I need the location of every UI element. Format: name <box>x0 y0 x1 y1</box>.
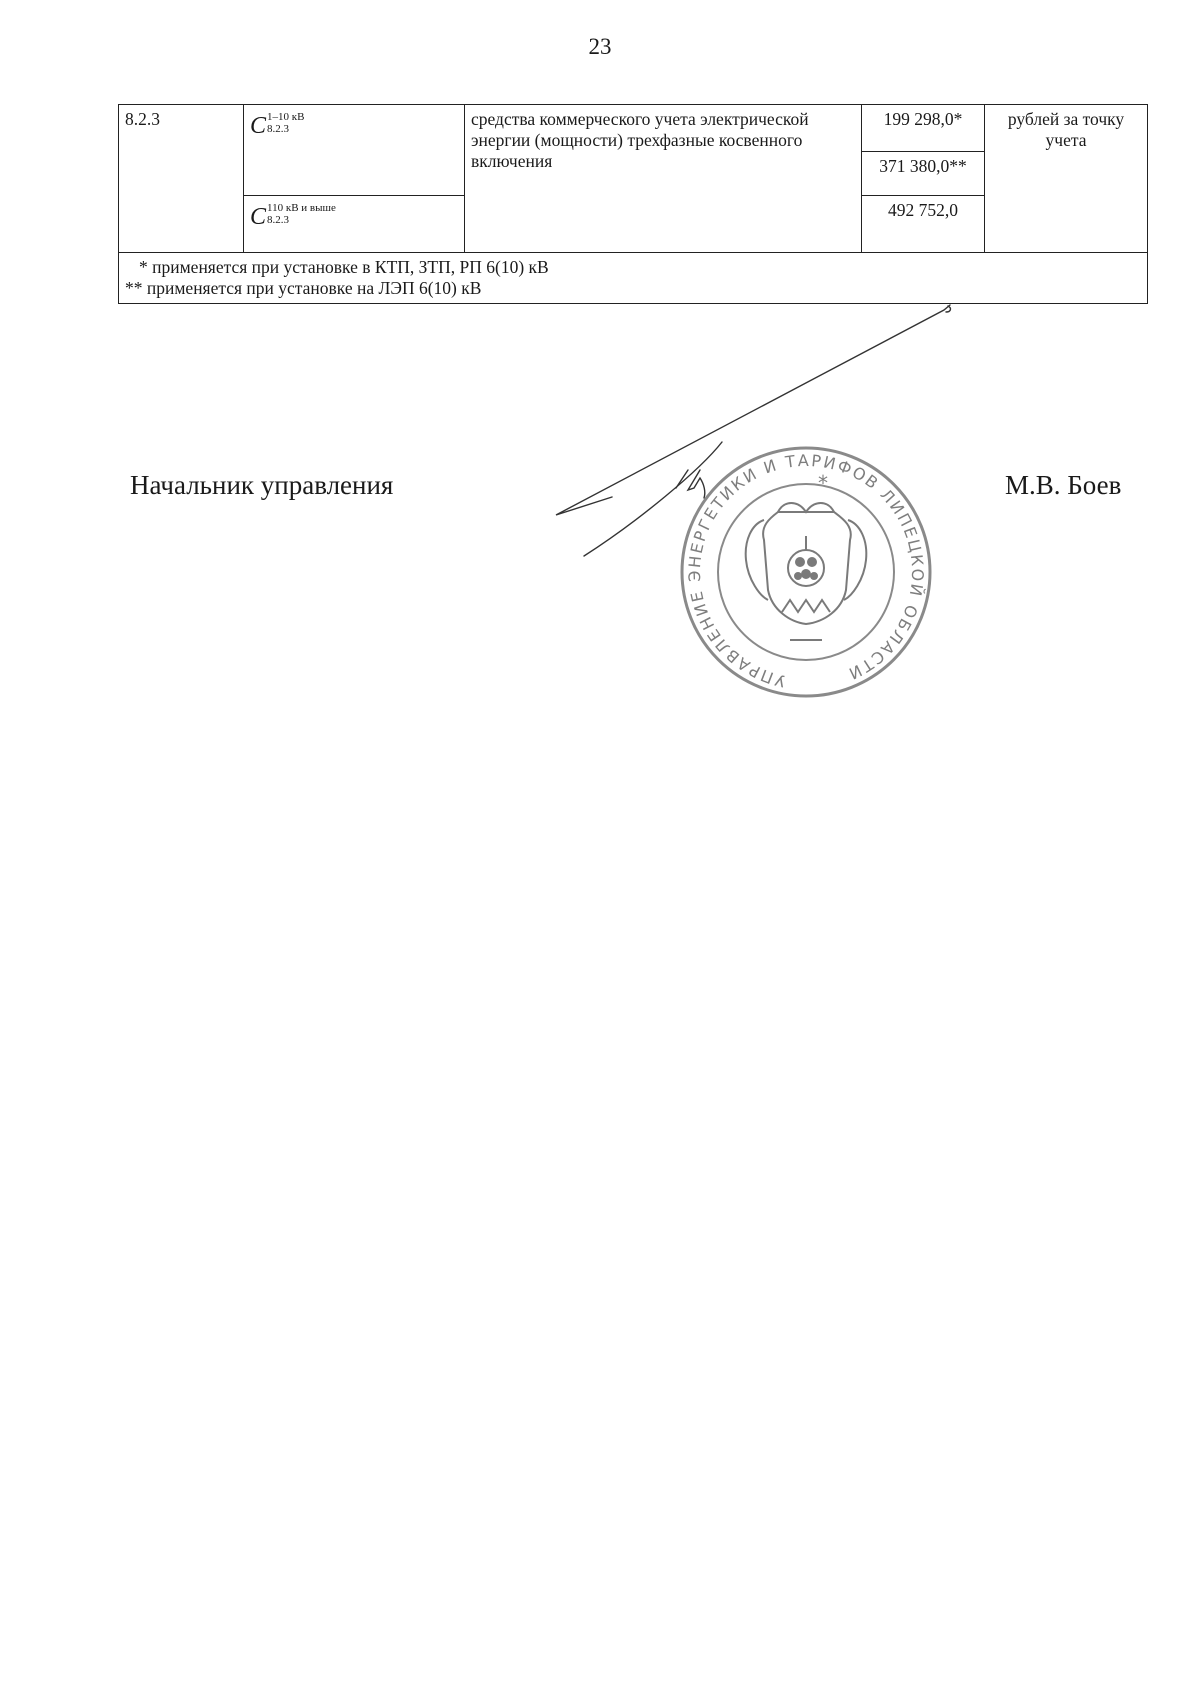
symbol-cell-low-voltage <box>244 105 465 196</box>
coat-of-arms-emblem <box>746 503 867 640</box>
description-cell: средства коммерческого учета электрической энергии (мощности) трехфазные косвенного включения <box>465 105 862 253</box>
symbol-superscript: 1–10 кВ <box>267 111 305 123</box>
signatory-name: М.В. Боев <box>1005 470 1122 500</box>
symbol-subscript: 8.2.3 <box>267 123 290 135</box>
unit-cell: рублей за точку учета <box>985 105 1148 253</box>
stamp-star: * <box>818 471 828 495</box>
footnote: ** применяется при установке на ЛЭП 6(10) кВ <box>125 278 482 298</box>
official-stamp <box>682 448 930 696</box>
value-cell: 371 380,0** <box>862 151 985 195</box>
handwritten-signature <box>556 305 950 556</box>
tariff-symbol <box>250 111 304 141</box>
stamp-text: УПРАВЛЕНИЕ ЭНЕРГЕТИКИ И ТАРИФОВ ЛИПЕЦКОЙ ОБЛАСТИ <box>684 450 928 691</box>
symbol-subscript: 8.2.3 <box>267 214 290 226</box>
value-cell: 492 752,0 <box>862 196 985 253</box>
tariff-table <box>118 104 1148 304</box>
symbol-letter: C <box>250 113 267 139</box>
footnotes-cell <box>119 253 1148 304</box>
symbol-superscript: 110 кВ и выше <box>267 202 336 214</box>
tariff-symbol <box>250 202 336 232</box>
symbol-letter: C <box>250 204 267 230</box>
footnote: * применяется при установке в КТП, ЗТП, РП 6(10) кВ <box>139 257 549 277</box>
symbol-cell-high-voltage <box>244 196 465 253</box>
value-cell: 199 298,0* <box>862 105 985 152</box>
table-row <box>119 253 1148 304</box>
table-row <box>119 105 1148 152</box>
page-number: 23 <box>588 34 612 59</box>
item-code: 8.2.3 <box>119 105 244 253</box>
signatory-title: Начальник управления <box>130 470 394 500</box>
